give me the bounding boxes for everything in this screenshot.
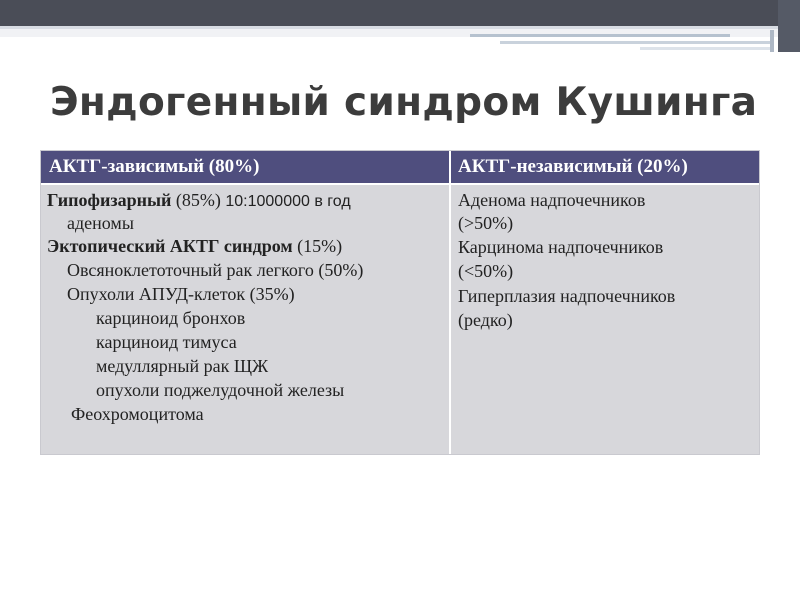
list-item-adrenal-adenoma-share: (>50%) xyxy=(458,213,514,233)
list-item-pheochromocytoma: Феохромоцитома xyxy=(71,404,204,424)
classification-table xyxy=(40,150,760,455)
decor-stripe xyxy=(470,34,730,37)
header-acth-independent: АКТГ-независимый (20%) xyxy=(458,156,688,177)
decor-stripe xyxy=(500,41,770,44)
list-item-ectopic xyxy=(47,235,342,257)
slide-title: Эндогенный синдром Кушинга xyxy=(50,80,758,125)
list-item-bronchial-carcinoid: карциноид бронхов xyxy=(96,308,246,328)
header-divider xyxy=(41,183,759,185)
list-item-adrenal-carcinoma: Карцинома надпочечников xyxy=(458,237,664,257)
pituitary-label: Гипофизарный xyxy=(47,190,172,210)
corner-decor-accent xyxy=(770,30,774,52)
top-decor-band xyxy=(0,0,800,26)
list-item-apud-tumors: Опухоли АПУД-клеток (35%) xyxy=(67,284,295,304)
list-item-medullary-thyroid: медуллярный рак ЩЖ xyxy=(96,356,269,376)
list-item-adrenal-hyperplasia-share: (редко) xyxy=(458,310,513,330)
pituitary-percent: (85%) xyxy=(171,190,226,210)
decor-stripe xyxy=(640,47,770,50)
header-acth-dependent: АКТГ-зависимый (80%) xyxy=(49,156,260,177)
list-item-small-cell-lung: Овсяноклетоточный рак легкого (50%) xyxy=(67,260,364,280)
list-item-adrenal-hyperplasia: Гиперплазия надпочечников xyxy=(458,286,676,306)
list-item-pancreatic-tumors: опухоли поджелудочной железы xyxy=(96,380,345,400)
column-divider xyxy=(449,151,451,454)
list-item-thymic-carcinoid: карциноид тимуса xyxy=(96,332,237,352)
table-header-row xyxy=(41,151,759,183)
list-item-adrenal-adenoma: Аденома надпочечников xyxy=(458,190,646,210)
corner-decor-bar xyxy=(778,0,800,52)
pituitary-incidence: 10:1000000 в год xyxy=(225,193,351,210)
list-item-adenomas: аденомы xyxy=(67,213,134,233)
list-item-adrenal-carcinoma-share: (<50%) xyxy=(458,261,514,281)
ectopic-label: Эктопический АКТГ синдром xyxy=(47,236,293,256)
ectopic-percent: (15%) xyxy=(292,236,343,256)
list-item-pituitary xyxy=(47,189,351,213)
